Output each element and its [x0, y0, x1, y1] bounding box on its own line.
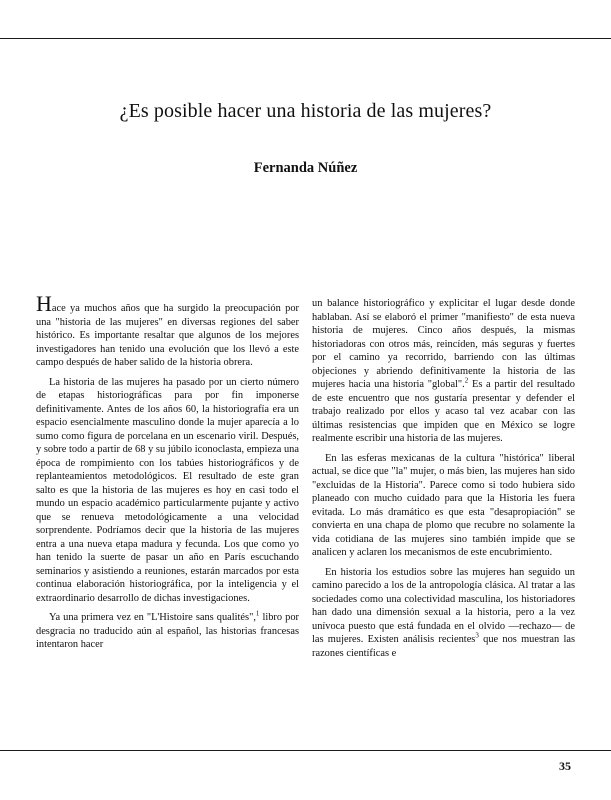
paragraph-text: Ya una primera vez en "L'Histoire sans qualités", — [49, 612, 256, 623]
footnote-ref: 1 — [255, 609, 260, 618]
footnote-ref: 2 — [464, 376, 469, 385]
paragraph: En las esferas mexicanas de la cultura "histórica" liberal actual, se dice que "la" mujer, o más bien, las mujeres han sido "excluidas de la Historia". Parece como si todo hubiera sido planeado con mucho cuidado para que la Historia les fuera evitada. Lo más dramático es que esta "desapropiación" se convierta en una chapa de plomo que recubre no solamente la vida cotidiana de las mujeres sino también impide que se analicen y aclaren los mecanismos de este encubrimiento. — [312, 452, 575, 558]
paragraph-text: Es a partir del resultado de este encuentro que nos gustaría presentar y defender el trabajo realizado por ellos y acaso tal vez acabar con las últimas resistencias que impiden que en México se logre realmente escribir una historia de las mujeres. — [312, 379, 575, 444]
drop-cap: H — [36, 291, 52, 316]
paragraph — [312, 566, 575, 661]
bottom-rule — [0, 750, 611, 751]
paragraph-text: libro por desgracia no traducido aún al español, las historias francesas intentaron hacer — [36, 612, 299, 650]
top-rule — [0, 38, 611, 39]
left-column — [36, 291, 299, 658]
paragraph-text: un balance historiográfico y explicitar el lugar desde donde hablaban. Así se elaboró el primer "manifiesto" de esta nueva historia de mujeres. Cinco años después, la mismas historiadoras con otros más, reincíden, más seguras y fuertes por el camino ya recorrido, barriendo con las últimas objeciones y abriendo definitivamente la historia de las mujeres hacia una historia "global". — [312, 298, 575, 390]
paragraph-text: ace ya muchos años que ha surgido la preocupación por una "historia de las mujeres" en diversas regiones del saber histórico. Es importante resaltar que algunos de los mejores investigadores han tenido una evolución que los llevó a este campo después de haber salido de la historia obrera. — [36, 303, 299, 368]
paragraph-text: En historia los estudios sobre las mujeres han seguido un camino parecido a los de la antropología clásica. Al tratar a las sociedades como una colectividad masculina, los historiadores han dado una dimensión sexual a la historia, pero a la vez unívoca puesto que está fundada en el olvido —rechazo— de las mujeres. Existen análisis recientes — [312, 566, 575, 645]
paragraph: La historia de las mujeres ha pasado por un cierto número de etapas historiográficas para por fin imponerse definitivamente. Antes de los años 60, la historiografía era un espacio esencialmente masculino donde la mujer aparecía a lo sumo como figura de porcelana en un escenario viril. Después, y sobre todo a partir de 68 y su júbilo iconoclasta, empieza una época de rompimiento con los tabúes historiográficos y de replanteamientos metodológicos. El resultado de este gran salto es que la historia de las mujeres es hoy en casi todo el mundo un espacio académico particularmente pujante y activo que se renueva metodológicamente a una velocidad sorprendente. Podríamos decir que la historia de las mujeres entra a una nueva etapa madura y fecunda. Los que como yo han tenido la suerte de pasar un año en París escuchando seminarios y asistiendo a reuniones, estarán marcados por esta continua elaboración historiográfica, por la inteligencia y el extraordinario desarrollo de dichas investigaciones. — [36, 376, 299, 604]
paragraph — [36, 291, 299, 370]
page-number: 35 — [559, 759, 571, 773]
footnote-ref: 3 — [475, 631, 479, 640]
article-title: ¿Es posible hacer una historia de las mujeres? — [119, 100, 492, 122]
right-column — [312, 297, 575, 666]
paragraph-text: que nos muestran las razones científicas e — [312, 634, 575, 659]
paragraph — [312, 297, 575, 446]
paragraph — [36, 611, 299, 652]
article-author: Fernanda Núñez — [253, 160, 358, 176]
